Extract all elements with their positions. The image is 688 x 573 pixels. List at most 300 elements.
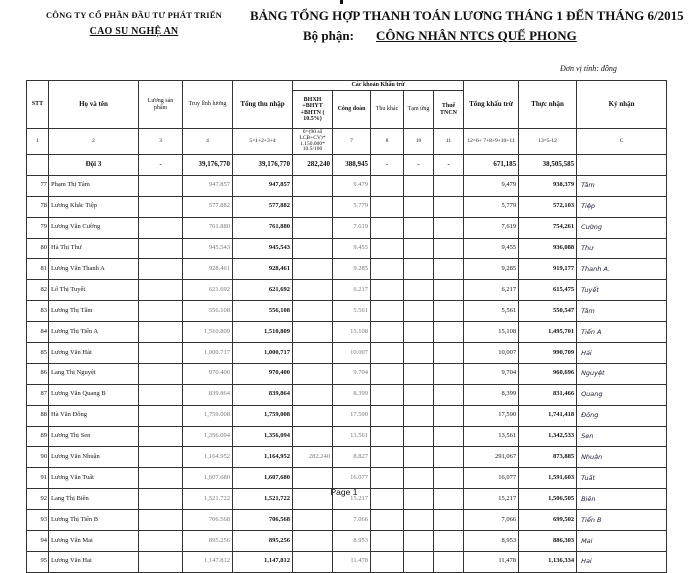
row-thuc-nhan: 919,177 — [519, 259, 577, 280]
row-stt: 85 — [27, 343, 49, 364]
row-signature: Tâm — [577, 301, 667, 322]
row-thu-khac — [371, 363, 404, 384]
row-truy-linh: 1,759.008 — [183, 405, 233, 426]
index-cell: 5=1+2+3+4 — [233, 129, 293, 155]
row-stt: 84 — [27, 322, 49, 343]
row-thu-khac — [371, 196, 404, 217]
row-thuc-nhan: 831,466 — [519, 384, 577, 405]
row-thuc-nhan: 572,103 — [519, 196, 577, 217]
row-luong-san-pham — [139, 447, 183, 468]
row-stt: 91 — [27, 468, 49, 489]
row-name: Phạm Thị Tâm — [49, 175, 139, 196]
company-line2: CAO SU NGHỆ AN — [89, 26, 179, 37]
row-truy-linh: 1,164.952 — [183, 447, 233, 468]
row-bh — [293, 238, 333, 259]
row-stt: 77 — [27, 175, 49, 196]
index-cell: 1 — [27, 129, 49, 155]
row-tam-ung — [404, 280, 434, 301]
row-truy-linh: 621.692 — [183, 280, 233, 301]
row-tong-khau-tru: 9,285 — [464, 259, 519, 280]
row-cong-doan: 17.590 — [333, 405, 371, 426]
group-stt — [27, 155, 49, 176]
row-tam-ung — [404, 551, 434, 572]
row-bh — [293, 510, 333, 531]
index-cell: 4 — [183, 129, 233, 155]
row-name: Lương Thị Sen — [49, 426, 139, 447]
row-truy-linh: 895.256 — [183, 531, 233, 552]
index-cell: 13=5-12 — [519, 129, 577, 155]
row-tong-thu-nhap: 1,147,812 — [233, 551, 293, 572]
col-ky-nhan: Ký nhận — [577, 81, 667, 129]
row-tong-thu-nhap: 621,692 — [233, 280, 293, 301]
group-tong-thu-nhap: 39,176,770 — [233, 155, 293, 176]
row-name: Lương Văn Thanh A — [49, 259, 139, 280]
row-signature: Tiệp — [577, 196, 667, 217]
row-tam-ung — [404, 301, 434, 322]
col-khau-tru-group: Các khoản Khấu trừ — [293, 81, 464, 91]
row-tam-ung — [404, 447, 434, 468]
row-tong-thu-nhap: 947,857 — [233, 175, 293, 196]
row-thuc-nhan: 699,502 — [519, 510, 577, 531]
row-tong-khau-tru: 9,704 — [464, 363, 519, 384]
row-luong-san-pham — [139, 426, 183, 447]
col-thu-khac: Thu khác — [371, 91, 404, 129]
row-thue — [434, 238, 464, 259]
row-name: Lương Văn Hai — [49, 551, 139, 572]
row-thu-khac — [371, 468, 404, 489]
row-thu-khac — [371, 405, 404, 426]
col-luong-san-pham: Lương sản phẩm — [139, 81, 183, 129]
row-bh — [293, 322, 333, 343]
department-value: CÔNG NHÂN NTCS QUẾ PHONG — [375, 28, 577, 43]
row-tong-thu-nhap: 1,607,680 — [233, 468, 293, 489]
row-thue — [434, 301, 464, 322]
table-row — [27, 196, 667, 217]
row-luong-san-pham — [139, 384, 183, 405]
row-stt: 95 — [27, 551, 49, 572]
row-bh — [293, 175, 333, 196]
row-thuc-nhan: 1,342,533 — [519, 426, 577, 447]
row-tam-ung — [404, 238, 434, 259]
index-cell: 2 — [49, 129, 139, 155]
row-tong-khau-tru: 7,066 — [464, 510, 519, 531]
row-truy-linh: 947.857 — [183, 175, 233, 196]
table-row — [27, 217, 667, 238]
table-row — [27, 322, 667, 343]
row-bh — [293, 259, 333, 280]
row-thu-khac — [371, 301, 404, 322]
row-signature: Nguyệt — [577, 363, 667, 384]
row-tong-thu-nhap: 1,759,008 — [233, 405, 293, 426]
row-cong-doan: 15.217 — [333, 489, 371, 510]
row-tam-ung — [404, 343, 434, 364]
row-luong-san-pham — [139, 468, 183, 489]
row-signature: Đông — [577, 405, 667, 426]
row-bh: 282.240 — [293, 447, 333, 468]
row-cong-doan: 8.827 — [333, 447, 371, 468]
company-name — [34, 10, 234, 37]
page-number: Page 1 — [330, 487, 358, 497]
row-truy-linh: 1,607.680 — [183, 468, 233, 489]
row-stt: 83 — [27, 301, 49, 322]
row-thu-khac — [371, 322, 404, 343]
row-thue — [434, 510, 464, 531]
row-bh — [293, 468, 333, 489]
row-stt: 90 — [27, 447, 49, 468]
row-tong-thu-nhap: 577,882 — [233, 196, 293, 217]
row-tam-ung — [404, 259, 434, 280]
col-tam-ung: Tạm ứng — [404, 91, 434, 129]
group-thuc-nhan: 38,505,585 — [519, 155, 577, 176]
row-thuc-nhan: 960,696 — [519, 363, 577, 384]
row-thue — [434, 196, 464, 217]
row-name: Hà Thị Thư — [49, 238, 139, 259]
row-thuc-nhan: 990,709 — [519, 343, 577, 364]
row-tam-ung — [404, 510, 434, 531]
group-thu-khac: - — [371, 155, 404, 176]
col-name: Họ và tên — [49, 81, 139, 129]
company-line1: CÔNG TY CỔ PHẦN ĐẦU TƯ PHÁT TRIỂN — [45, 10, 223, 20]
table-row — [27, 259, 667, 280]
index-cell: C — [577, 129, 667, 155]
row-name: Lương Văn Hải — [49, 343, 139, 364]
row-signature: Tuyết — [577, 280, 667, 301]
row-stt: 88 — [27, 405, 49, 426]
row-luong-san-pham — [139, 259, 183, 280]
row-thuc-nhan: 550,547 — [519, 301, 577, 322]
department-line — [303, 28, 577, 44]
row-stt: 92 — [27, 489, 49, 510]
table-row — [27, 238, 667, 259]
row-signature: Thư — [577, 238, 667, 259]
row-thuc-nhan: 754,261 — [519, 217, 577, 238]
row-cong-doan: 10.007 — [333, 343, 371, 364]
row-thu-khac — [371, 531, 404, 552]
row-thue — [434, 531, 464, 552]
row-truy-linh: 761.880 — [183, 217, 233, 238]
row-stt: 94 — [27, 531, 49, 552]
row-name: Lương Văn Mai — [49, 531, 139, 552]
row-thu-khac — [371, 384, 404, 405]
row-cong-doan: 9.285 — [333, 259, 371, 280]
row-thue — [434, 468, 464, 489]
row-signature: Tâm — [577, 175, 667, 196]
row-thue — [434, 322, 464, 343]
payroll-table — [26, 80, 667, 573]
table-row — [27, 468, 667, 489]
row-name: Lô Thị Tuyết — [49, 280, 139, 301]
row-thu-khac — [371, 217, 404, 238]
row-luong-san-pham — [139, 343, 183, 364]
row-name: Lương Thị Tiến A — [49, 322, 139, 343]
row-cong-doan: 5.779 — [333, 196, 371, 217]
row-tam-ung — [404, 217, 434, 238]
group-truy-linh: 39,176,770 — [183, 155, 233, 176]
row-thu-khac — [371, 259, 404, 280]
row-thue — [434, 426, 464, 447]
index-cell: 6=(90 số LCB+CV)* 1.150.000* 10.5/100 — [293, 129, 333, 155]
row-thuc-nhan: 1,741,418 — [519, 405, 577, 426]
row-cong-doan: 9.704 — [333, 363, 371, 384]
row-thue — [434, 280, 464, 301]
row-thue — [434, 384, 464, 405]
row-thue — [434, 217, 464, 238]
row-stt: 81 — [27, 259, 49, 280]
row-tong-thu-nhap: 1,510,809 — [233, 322, 293, 343]
row-thuc-nhan: 1,591,603 — [519, 468, 577, 489]
scan-mark — [340, 0, 343, 4]
row-luong-san-pham — [139, 238, 183, 259]
row-tong-khau-tru: 16,077 — [464, 468, 519, 489]
row-signature: Biên — [577, 489, 667, 510]
row-thue — [434, 405, 464, 426]
row-tong-thu-nhap: 1,521,722 — [233, 489, 293, 510]
row-tong-khau-tru: 8,953 — [464, 531, 519, 552]
row-bh — [293, 405, 333, 426]
row-tong-thu-nhap: 1,000,717 — [233, 343, 293, 364]
col-cong-doan: Công đoàn — [333, 91, 371, 129]
table-row — [27, 175, 667, 196]
row-truy-linh: 1,356.094 — [183, 426, 233, 447]
row-luong-san-pham — [139, 510, 183, 531]
row-tam-ung — [404, 405, 434, 426]
group-tam-ung: - — [404, 155, 434, 176]
col-thuc-nhan: Thực nhận — [519, 81, 577, 129]
row-thue — [434, 259, 464, 280]
row-signature: Tiến A — [577, 322, 667, 343]
row-tong-khau-tru: 291,067 — [464, 447, 519, 468]
row-thuc-nhan: 886,303 — [519, 531, 577, 552]
row-luong-san-pham — [139, 175, 183, 196]
row-thuc-nhan: 615,475 — [519, 280, 577, 301]
row-cong-doan: 6.217 — [333, 280, 371, 301]
col-stt: STT — [27, 81, 49, 129]
row-tong-khau-tru: 8,399 — [464, 384, 519, 405]
table-row — [27, 343, 667, 364]
row-tong-thu-nhap: 970,400 — [233, 363, 293, 384]
index-cell: 3 — [139, 129, 183, 155]
row-cong-doan: 9.455 — [333, 238, 371, 259]
currency-unit: Đơn vị tính: đồng — [560, 64, 617, 73]
row-signature: Hải — [577, 343, 667, 364]
row-luong-san-pham — [139, 531, 183, 552]
row-signature: Tuất — [577, 468, 667, 489]
row-tong-khau-tru: 15,217 — [464, 489, 519, 510]
col-tong-thu-nhap: Tổng thu nhập — [233, 81, 293, 129]
col-bh: BHXH +BHYT +BHTN ( 10.5%) — [293, 91, 333, 129]
row-stt: 87 — [27, 384, 49, 405]
row-cong-doan: 11.478 — [333, 551, 371, 572]
row-truy-linh: 945.543 — [183, 238, 233, 259]
table-row — [27, 301, 667, 322]
table-row — [27, 426, 667, 447]
row-thue — [434, 363, 464, 384]
row-cong-doan: 15.108 — [333, 322, 371, 343]
group-thue: - — [434, 155, 464, 176]
row-luong-san-pham — [139, 551, 183, 572]
row-bh — [293, 551, 333, 572]
row-tam-ung — [404, 322, 434, 343]
row-tong-thu-nhap: 1,164,952 — [233, 447, 293, 468]
row-truy-linh: 1,510.809 — [183, 322, 233, 343]
group-name: Đội 3 — [49, 155, 139, 176]
table-row — [27, 551, 667, 572]
group-row — [27, 155, 667, 176]
row-truy-linh: 839.864 — [183, 384, 233, 405]
row-name: Hà Văn Đông — [49, 405, 139, 426]
row-thu-khac — [371, 551, 404, 572]
col-truy-linh: Truy lĩnh lương — [183, 81, 233, 129]
row-thue — [434, 447, 464, 468]
row-cong-doan: 5.561 — [333, 301, 371, 322]
row-signature: Hai — [577, 551, 667, 572]
row-truy-linh: 928.461 — [183, 259, 233, 280]
row-tong-thu-nhap: 761,880 — [233, 217, 293, 238]
row-thuc-nhan: 1,136,334 — [519, 551, 577, 572]
row-luong-san-pham — [139, 280, 183, 301]
group-tong-khau-tru: 671,185 — [464, 155, 519, 176]
row-truy-linh: 970.400 — [183, 363, 233, 384]
row-thu-khac — [371, 343, 404, 364]
row-stt: 79 — [27, 217, 49, 238]
row-tong-khau-tru: 5,561 — [464, 301, 519, 322]
row-thuc-nhan: 1,495,701 — [519, 322, 577, 343]
row-name: Lang Thị Biên — [49, 489, 139, 510]
row-stt: 89 — [27, 426, 49, 447]
row-thue — [434, 551, 464, 572]
table-row — [27, 510, 667, 531]
row-stt: 93 — [27, 510, 49, 531]
row-thu-khac — [371, 447, 404, 468]
row-signature: Quang — [577, 384, 667, 405]
index-cell: 11 — [434, 129, 464, 155]
row-cong-doan: 9.479 — [333, 175, 371, 196]
row-tong-thu-nhap: 706,568 — [233, 510, 293, 531]
table-row — [27, 384, 667, 405]
row-name: Lang Thị Nguyệt — [49, 363, 139, 384]
row-bh — [293, 280, 333, 301]
group-ky-nhan — [577, 155, 667, 176]
row-truy-linh: 556.108 — [183, 301, 233, 322]
table-row — [27, 280, 667, 301]
row-tong-thu-nhap: 928,461 — [233, 259, 293, 280]
group-bh: 282,240 — [293, 155, 333, 176]
row-thuc-nhan: 936,088 — [519, 238, 577, 259]
row-signature: Mai — [577, 531, 667, 552]
row-tam-ung — [404, 175, 434, 196]
row-bh — [293, 531, 333, 552]
row-signature: Cường — [577, 217, 667, 238]
row-tong-khau-tru: 17,590 — [464, 405, 519, 426]
row-tong-khau-tru: 6,217 — [464, 280, 519, 301]
row-signature: Thanh A. — [577, 259, 667, 280]
row-thue — [434, 175, 464, 196]
row-tong-khau-tru: 13,561 — [464, 426, 519, 447]
row-tong-thu-nhap: 945,543 — [233, 238, 293, 259]
row-thu-khac — [371, 280, 404, 301]
row-tong-thu-nhap: 839,864 — [233, 384, 293, 405]
row-tong-thu-nhap: 1,356,094 — [233, 426, 293, 447]
row-tong-khau-tru: 5,779 — [464, 196, 519, 217]
row-luong-san-pham — [139, 196, 183, 217]
row-cong-doan: 16.077 — [333, 468, 371, 489]
row-tam-ung — [404, 196, 434, 217]
row-name: Lương Văn Tuất — [49, 468, 139, 489]
row-truy-linh: 577.882 — [183, 196, 233, 217]
row-thu-khac — [371, 238, 404, 259]
row-name: Lương Khắc Tiệp — [49, 196, 139, 217]
row-cong-doan: 7.066 — [333, 510, 371, 531]
row-luong-san-pham — [139, 301, 183, 322]
row-tam-ung — [404, 363, 434, 384]
index-cell: 7 — [333, 129, 371, 155]
row-name: Lương Thị Tâm — [49, 301, 139, 322]
row-thuc-nhan: 873,885 — [519, 447, 577, 468]
row-bh — [293, 217, 333, 238]
row-name: Lương Văn Quang B — [49, 384, 139, 405]
row-thu-khac — [371, 175, 404, 196]
department-label: Bộ phận: — [303, 28, 354, 43]
row-thu-khac — [371, 510, 404, 531]
row-tam-ung — [404, 468, 434, 489]
row-cong-doan: 7.619 — [333, 217, 371, 238]
row-tong-thu-nhap: 556,108 — [233, 301, 293, 322]
row-truy-linh: 1,521.722 — [183, 489, 233, 510]
row-tam-ung — [404, 384, 434, 405]
row-name: Lương Văn Cường — [49, 217, 139, 238]
table-row — [27, 363, 667, 384]
row-thue — [434, 343, 464, 364]
row-truy-linh: 1,000.717 — [183, 343, 233, 364]
row-luong-san-pham — [139, 217, 183, 238]
row-tong-khau-tru: 7,619 — [464, 217, 519, 238]
index-cell: 12=6+ 7+8+9+10+11 — [464, 129, 519, 155]
group-luong-san-pham: - — [139, 155, 183, 176]
row-thuc-nhan: 938,379 — [519, 175, 577, 196]
row-truy-linh: 1,147.812 — [183, 551, 233, 572]
row-bh — [293, 426, 333, 447]
col-tong-khau-tru: Tổng khấu trừ — [464, 81, 519, 129]
row-cong-doan: 8.953 — [333, 531, 371, 552]
row-stt: 82 — [27, 280, 49, 301]
row-bh — [293, 384, 333, 405]
row-signature: Nhuận — [577, 447, 667, 468]
row-luong-san-pham — [139, 322, 183, 343]
row-tong-khau-tru: 9,479 — [464, 175, 519, 196]
row-truy-linh: 706.568 — [183, 510, 233, 531]
row-tam-ung — [404, 426, 434, 447]
index-cell: 8 — [371, 129, 404, 155]
row-tong-khau-tru: 11,478 — [464, 551, 519, 572]
table-row — [27, 447, 667, 468]
row-bh — [293, 363, 333, 384]
row-tong-thu-nhap: 895,256 — [233, 531, 293, 552]
row-cong-doan: 13.561 — [333, 426, 371, 447]
row-bh — [293, 301, 333, 322]
document-title: BẢNG TỔNG HỢP THANH TOÁN LƯƠNG THÁNG 1 ĐẾN THÁNG 6/2015 — [250, 8, 684, 23]
row-bh — [293, 196, 333, 217]
row-signature: Tiến B — [577, 510, 667, 531]
row-stt: 86 — [27, 363, 49, 384]
row-luong-san-pham — [139, 363, 183, 384]
row-cong-doan: 8.399 — [333, 384, 371, 405]
index-cell: 10 — [404, 129, 434, 155]
table-row — [27, 531, 667, 552]
row-name: Lương Văn Nhuận — [49, 447, 139, 468]
table-row — [27, 405, 667, 426]
row-tong-khau-tru: 15,108 — [464, 322, 519, 343]
row-bh — [293, 343, 333, 364]
